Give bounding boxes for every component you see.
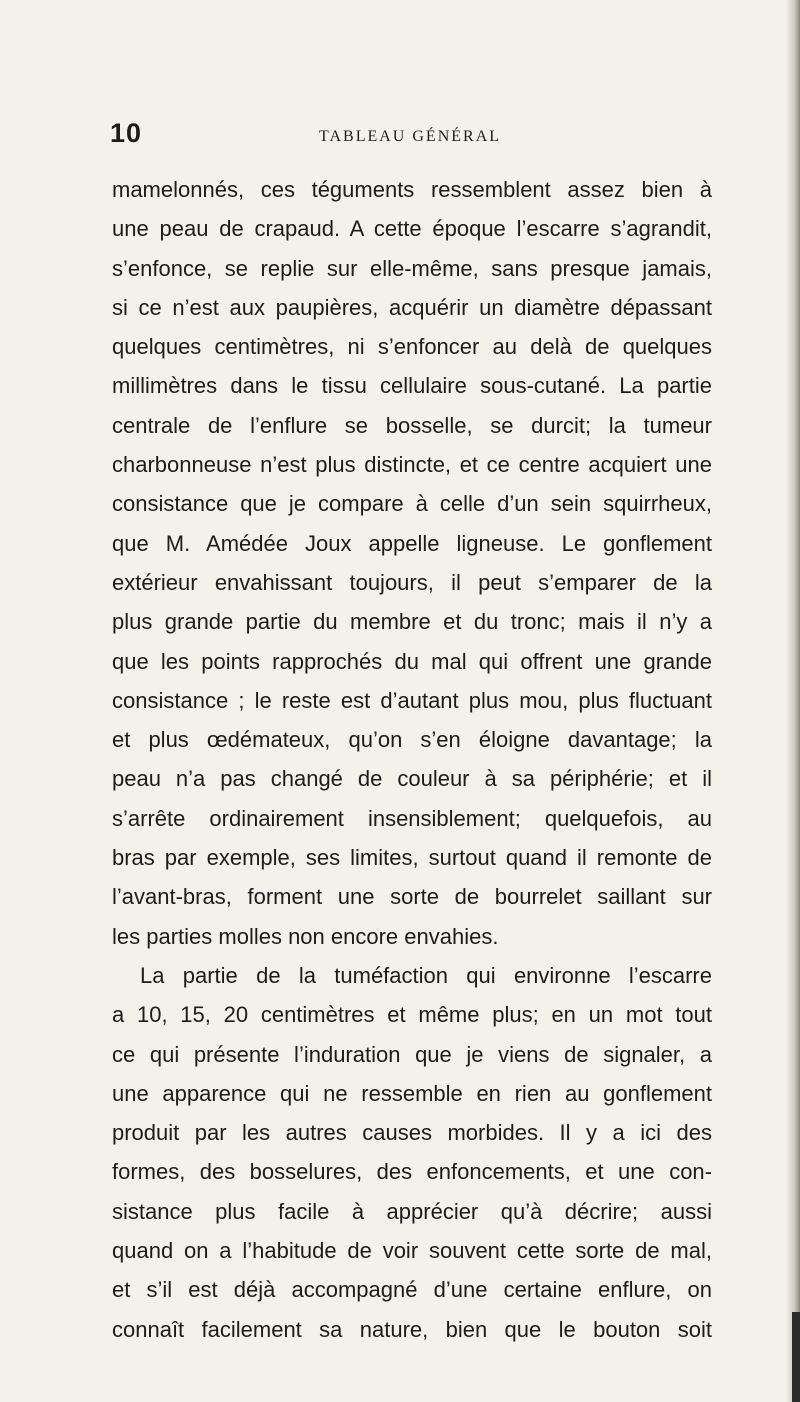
page-number: 10: [110, 118, 143, 148]
text-line: centrale de l’enflure se bosselle, se durcit; la tumeur: [112, 412, 712, 438]
body-text: [112, 170, 712, 1349]
text-line: si ce n’est aux paupières, acquérir un diamètre dépassant: [112, 294, 712, 320]
text-line: quand on a l’habitude de voir souvent cette sorte de mal,: [112, 1238, 712, 1264]
text-line: peau n’a pas changé de couleur à sa périphérie; et il: [112, 766, 712, 792]
text-line: bras par exemple, ses limites, surtout quand il remonte de: [112, 845, 712, 871]
text-line: produit par les autres causes morbides. Il y a ici des: [112, 1120, 712, 1146]
text-line: une apparence qui ne ressemble en rien au gonflement: [112, 1080, 712, 1106]
text-line: consistance que je compare à celle d’un sein squirrheux,: [112, 491, 712, 517]
page-corner-mark: [792, 1312, 800, 1402]
text-line: formes, des bosselures, des enfoncements, et une con-: [112, 1159, 712, 1185]
running-title: TABLEAU GÉNÉRAL: [318, 128, 502, 145]
page-edge-shadow: [786, 0, 800, 1402]
text-line: les parties molles non encore envahies.: [112, 923, 499, 949]
text-line: millimètres dans le tissu cellulaire sous-cutané. La partie: [112, 373, 712, 399]
text-line: ce qui présente l’induration que je viens de signaler, a: [112, 1041, 712, 1067]
text-line: s’enfonce, se replie sur elle-même, sans presque jamais,: [112, 255, 712, 281]
text-line: que M. Amédée Joux appelle ligneuse. Le gonflement: [112, 530, 712, 556]
text-line: quelques centimètres, ni s’enfoncer au delà de quelques: [112, 334, 712, 360]
text-line: extérieur envahissant toujours, il peut s’emparer de la: [112, 569, 712, 595]
text-line: charbonneuse n’est plus distincte, et ce centre acquiert une: [112, 452, 712, 478]
text-line: l’avant-bras, forment une sorte de bourrelet saillant sur: [112, 884, 712, 910]
text-line: s’arrête ordinairement insensiblement; quelquefois, au: [112, 805, 712, 831]
text-line: a 10, 15, 20 centimètres et même plus; en un mot tout: [112, 1002, 712, 1028]
text-line: et plus œdémateux, qu’on s’en éloigne davantage; la: [112, 727, 712, 753]
text-line: consistance ; le reste est d’autant plus mou, plus fluctuant: [112, 687, 712, 713]
text-line: mamelonnés, ces téguments ressemblent assez bien à: [112, 177, 712, 202]
text-line: plus grande partie du membre et du tronc; mais il n’y a: [112, 609, 712, 635]
text-line: une peau de crapaud. A cette époque l’escarre s’agrandit,: [112, 216, 712, 242]
text-line: sistance plus facile à apprécier qu’à décrire; aussi: [112, 1198, 712, 1224]
text-line: que les points rapprochés du mal qui offrent une grande: [112, 648, 712, 674]
text-line: et s’il est déjà accompagné d’une certaine enflure, on: [112, 1277, 712, 1303]
text-line: La partie de la tuméfaction qui environne l’escarre: [140, 962, 712, 988]
text-line: connaît facilement sa nature, bien que le bouton soit: [112, 1316, 712, 1342]
